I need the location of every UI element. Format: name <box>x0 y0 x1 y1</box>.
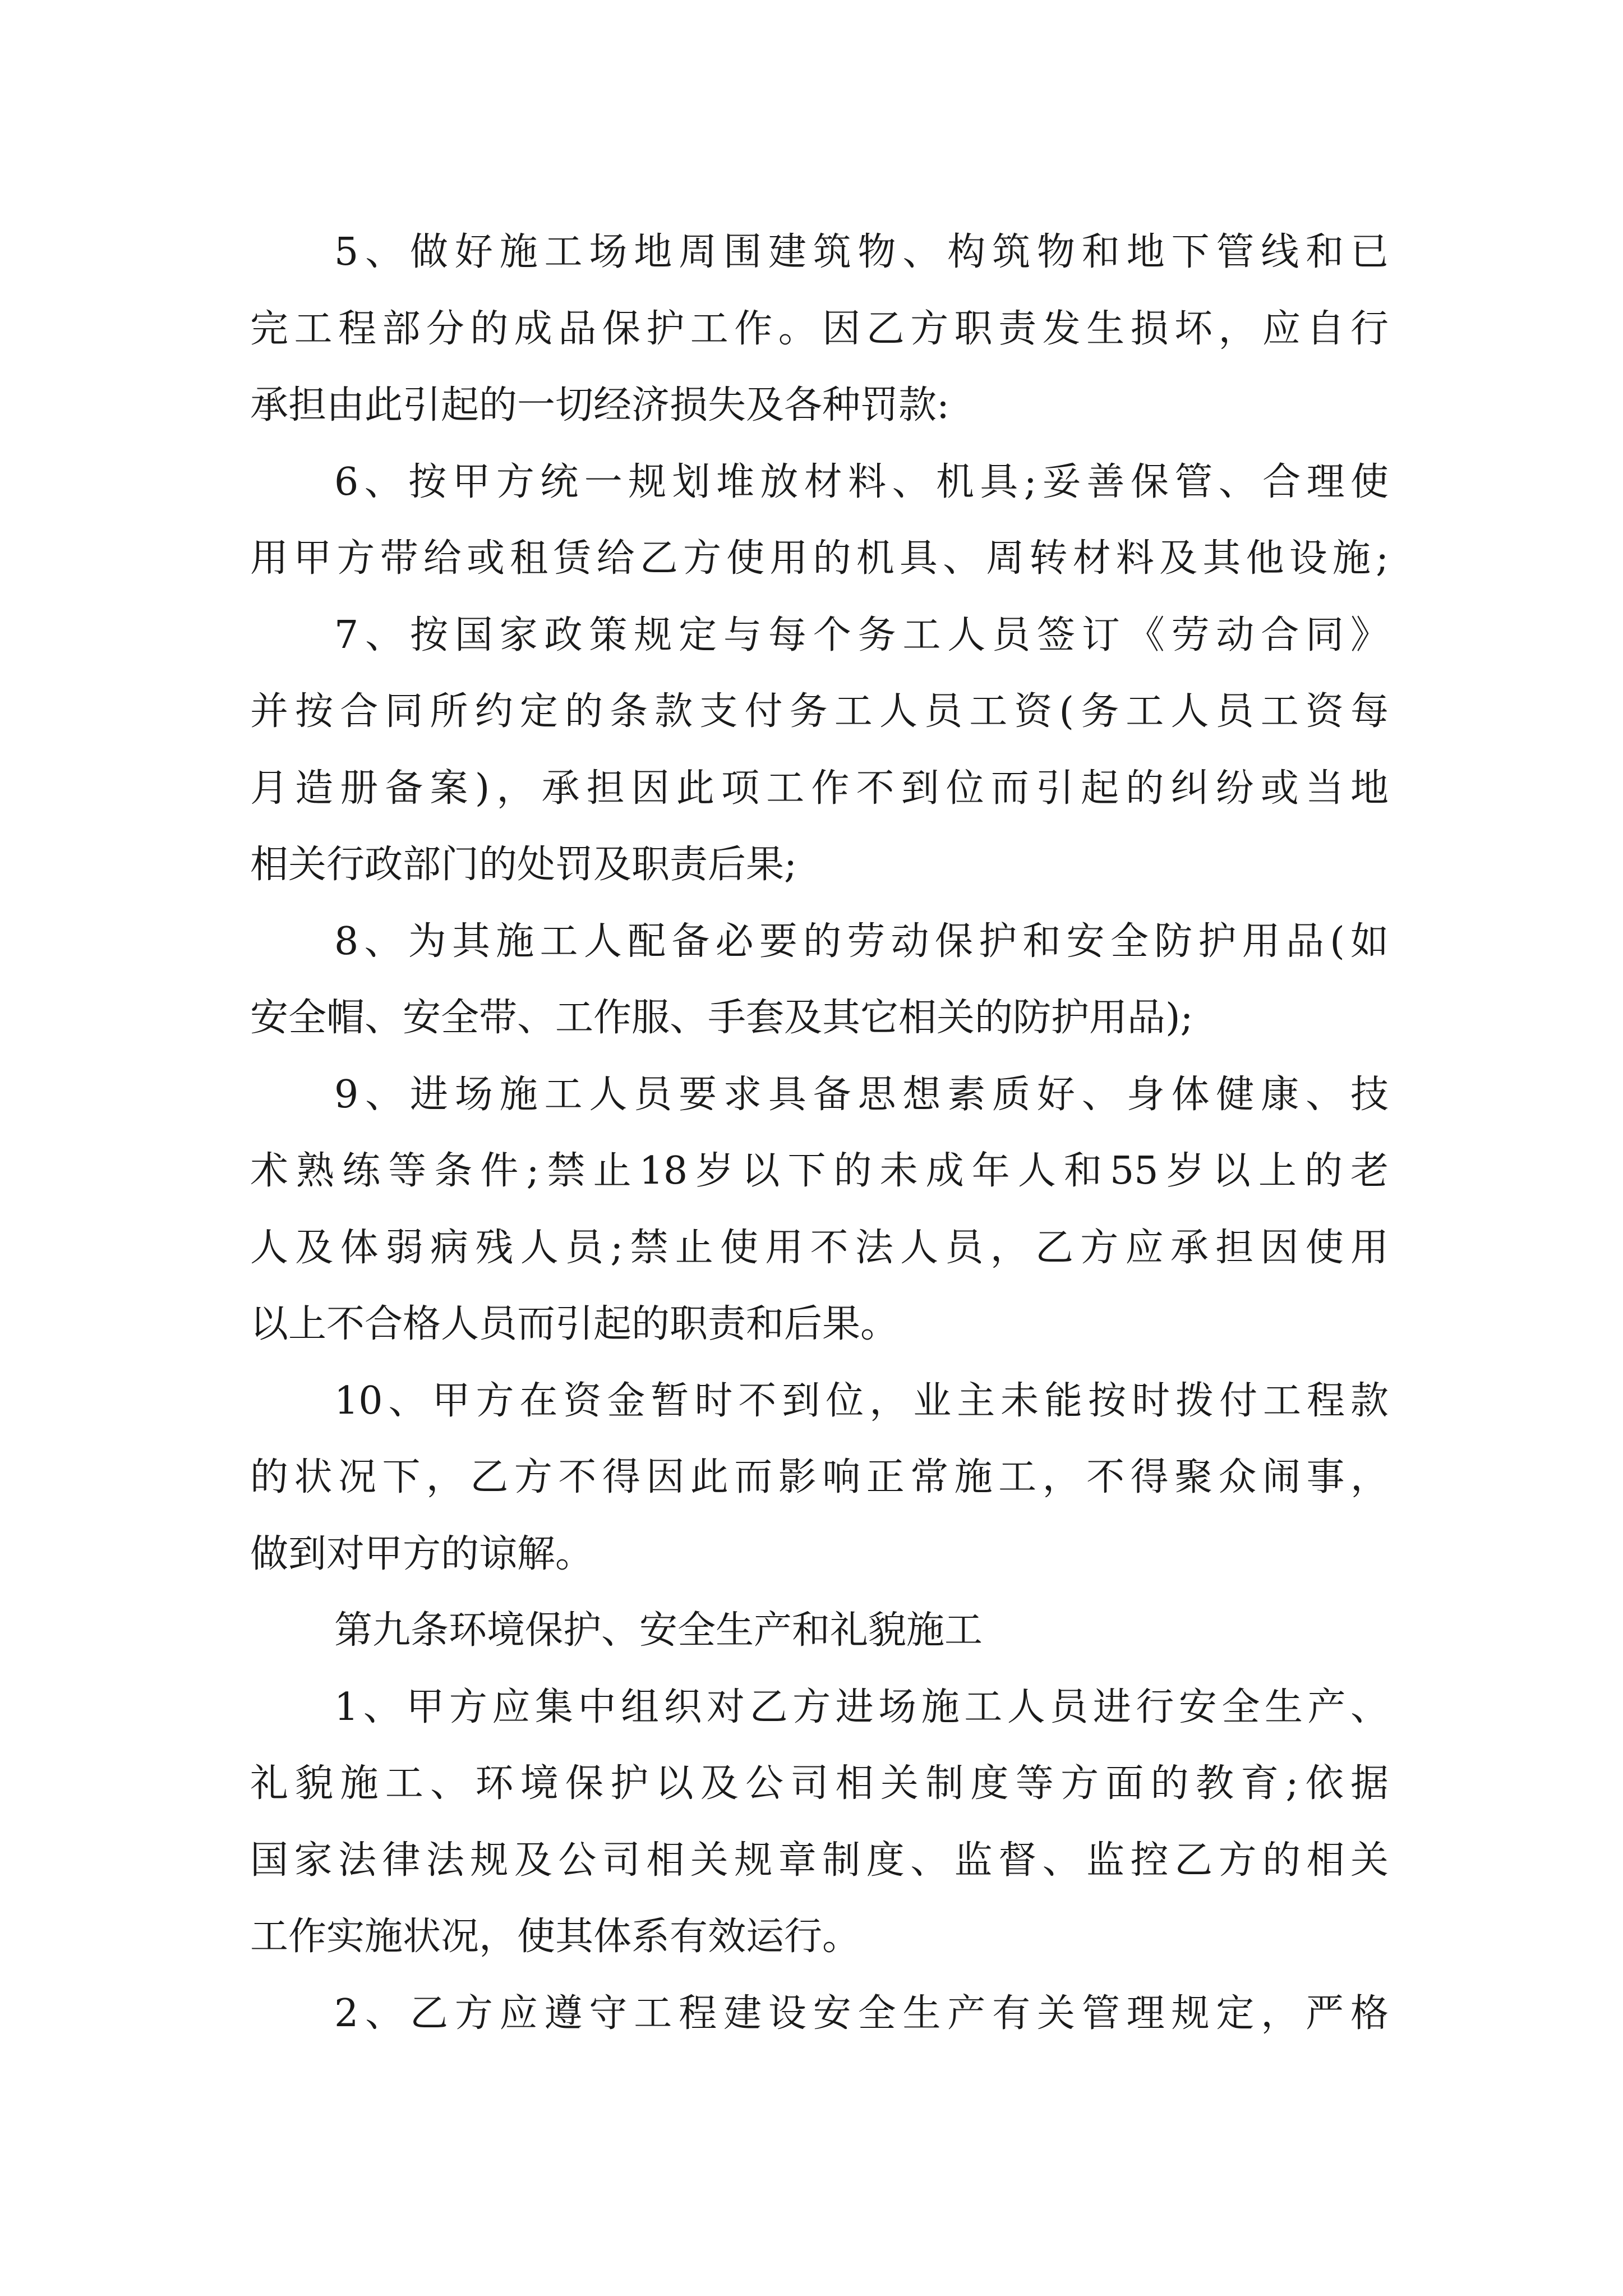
paragraph-line: 7、按国家政策规定与每个务工人员签订《劳动合同》 <box>334 613 1389 657</box>
paragraph-line: 5、做好施工场地周围建筑物、构筑物和地下管线和已 <box>334 230 1389 274</box>
paragraph-line: 工作实施状况，使其体系有效运行。 <box>250 1915 861 1959</box>
paragraph-line: 用甲方带给或租赁给乙方使用的机具、周转材料及其他设施; <box>250 536 1389 581</box>
paragraph-line: 人及体弱病残人员;禁止使用不法人员，乙方应承担因使用 <box>250 1225 1389 1270</box>
paragraph-line: 9、进场施工人员要求具备思想素质好、身体健康、技 <box>334 1072 1389 1117</box>
paragraph-line: 的状况下，乙方不得因此而影响正常施工，不得聚众闹事， <box>250 1455 1389 1499</box>
paragraph-line: 6、按甲方统一规划堆放材料、机具;妥善保管、合理使 <box>334 459 1389 504</box>
paragraph-line: 1、甲方应集中组织对乙方进场施工人员进行安全生产、 <box>334 1685 1389 1729</box>
paragraph-line: 做到对甲方的谅解。 <box>250 1531 594 1576</box>
paragraph-line: 相关行政部门的处罚及职责后果; <box>250 843 797 887</box>
paragraph-line: 8、为其施工人配备必要的劳动保护和安全防护用品(如 <box>334 919 1389 964</box>
paragraph-line: 完工程部分的成品保护工作。因乙方职责发生损坏，应自行 <box>250 306 1389 351</box>
paragraph-line: 并按合同所约定的条款支付务工人员工资(务工人员工资每 <box>250 689 1389 734</box>
paragraph-line: 10、甲方在资金暂时不到位，业主未能按时拨付工程款 <box>334 1378 1389 1423</box>
paragraph-line: 以上不合格人员而引起的职责和后果。 <box>250 1302 899 1346</box>
paragraph-line: 承担由此引起的一切经济损失及各种罚款: <box>250 383 949 427</box>
paragraph-line: 月造册备案)，承担因此项工作不到位而引起的纠纷或当地 <box>250 766 1389 811</box>
paragraph-line: 礼貌施工、环境保护以及公司相关制度等方面的教育;依据 <box>250 1761 1389 1806</box>
paragraph-line: 安全帽、安全带、工作服、手套及其它相关的防护用品); <box>250 996 1193 1040</box>
paragraph-line: 国家法律法规及公司相关规章制度、监督、监控乙方的相关 <box>250 1838 1389 1883</box>
section-heading: 第九条环境保护、安全生产和礼貌施工 <box>334 1608 983 1653</box>
paragraph-line: 术熟练等条件;禁止18岁以下的未成年人和55岁以上的老 <box>250 1149 1389 1193</box>
document-body <box>250 214 1389 2052</box>
paragraph-line: 2、乙方应遵守工程建设安全生产有关管理规定，严格 <box>334 1991 1389 2036</box>
